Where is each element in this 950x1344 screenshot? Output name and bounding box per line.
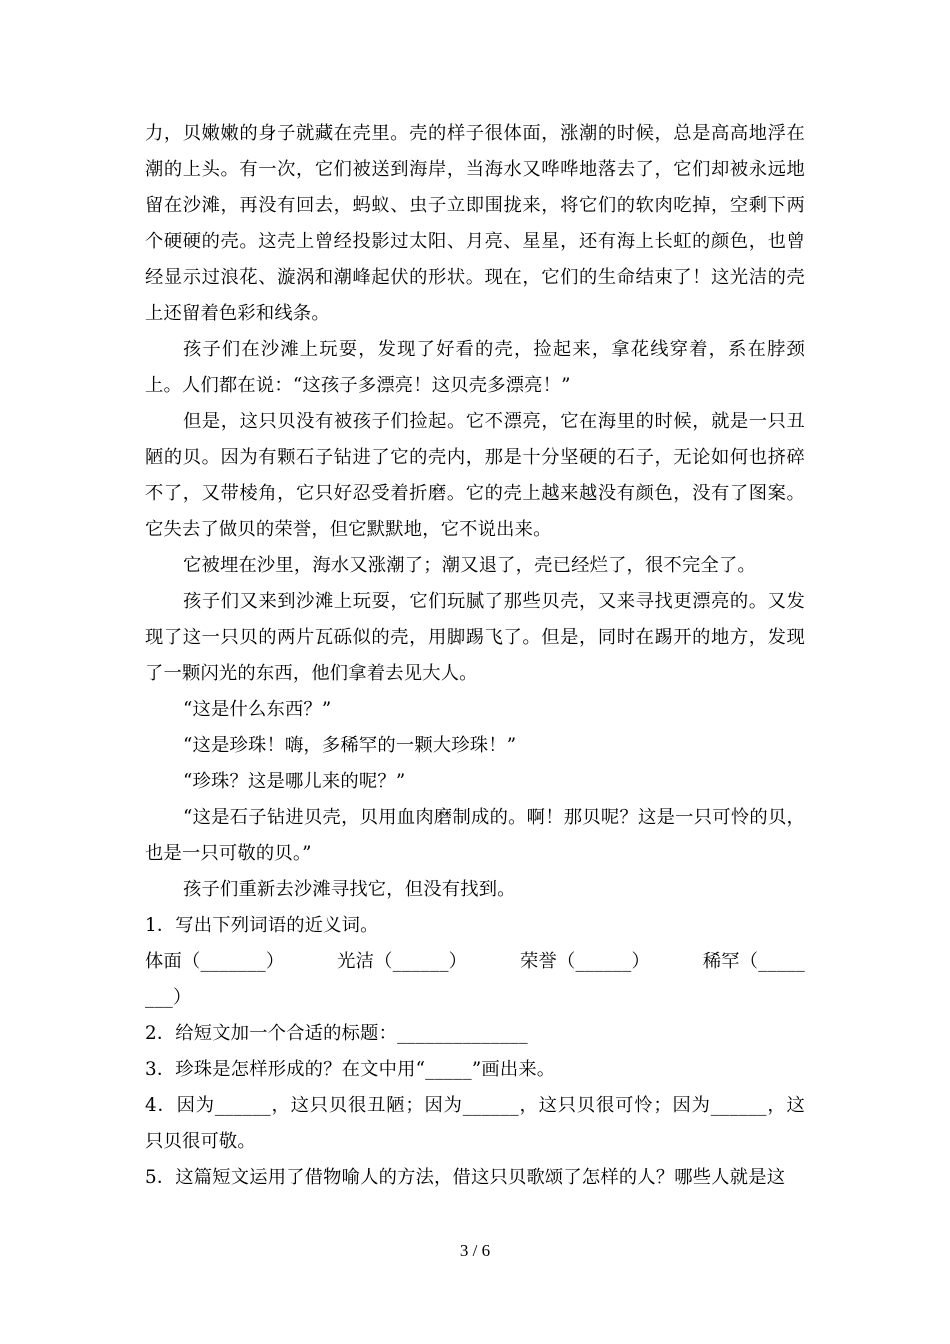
question-1-words xyxy=(145,944,805,980)
passage-paragraph-5: 孩子们又来到沙滩上玩耍，它们玩腻了那些贝壳，又来寻找更漂亮的。又发现了这一只贝的两片瓦砾似的壳，用脚踢飞了。但是，同时在踢开的地方，发现了一颗闪光的东西，他们拿着去见大人。 xyxy=(145,591,805,684)
question-2: 2．给短文加一个合适的标题：______________ xyxy=(145,1023,528,1044)
dialogue-line-1: “这是什么东西？” xyxy=(183,699,332,720)
page-number: 3 / 6 xyxy=(459,1241,491,1260)
passage-paragraph-4: 它被埋在沙里，海水又涨潮了；潮又退了，壳已经烂了，很不完全了。 xyxy=(183,555,756,576)
question-5: 5．这篇短文运用了借物喻人的方法，借这只贝歌颂了怎样的人？哪些人就是这 xyxy=(145,1167,786,1188)
passage-paragraph-2: 孩子们在沙滩上玩耍，发现了好看的壳，捡起来，拿花线穿着，系在脖颈上。人们都在说：“这孩子多漂亮！这贝壳多漂亮！” xyxy=(145,339,805,396)
passage-paragraph-3: 但是，这只贝没有被孩子们捡起。它不漂亮，它在海里的时候，就是一只丑陋的贝。因为有颗石子钻进了它的壳内，那是十分坚硬的石子，无论如何也挤碎不了，又带棱角，它只好忍受着折磨。它的壳上越来越没有颜色，没有了图案。它失去了做贝的荣誉，但它默默地，它不说出来。 xyxy=(145,411,805,540)
question-1-word-3: 荣誉（______） xyxy=(520,951,650,972)
passage-paragraph-1: 力，贝嫩嫩的身子就藏在壳里。壳的样子很体面，涨潮的时候，总是高高地浮在潮的上头。有一次，它们被送到海岸，当海水又哗哗地落去了，它们却被永远地留在沙滩，再没有回去，蚂蚁、虫子立即围拢来，将它们的软肉吃掉，空剩下两个硬硬的壳。这壳上曾经投影过太阳、月亮、星星，还有海上长虹的颜色，也曾经显示过浪花、漩涡和潮峰起伏的形状。现在，它们的生命结束了！这光洁的壳上还留着色彩和线条。 xyxy=(145,123,805,324)
question-3: 3．珍珠是怎样形成的？在文中用“_____”画出来。 xyxy=(145,1059,556,1080)
dialogue-line-3: “珍珠？这是哪儿来的呢？” xyxy=(183,771,406,792)
question-1-title: 1．写出下列词语的近义词。 xyxy=(145,915,379,936)
question-1-word-4: 稀罕（_____ xyxy=(702,951,805,972)
question-4: 4．因为______，这只贝很丑陋；因为______，这只贝很可怜；因为______，这只贝很可敬。 xyxy=(145,1095,805,1152)
question-1-word-2: 光洁（______） xyxy=(337,951,468,972)
dialogue-line-2: “这是珍珠！嗨，多稀罕的一颗大珍珠！” xyxy=(183,735,517,756)
passage-paragraph-6: 孩子们重新去沙滩寻找它，但没有找到。 xyxy=(183,879,516,900)
dialogue-line-4: “这是石子钻进贝壳，贝用血肉磨制成的。啊！那贝呢？这是一只可怜的贝，也是一只可敬的贝。” xyxy=(145,807,805,864)
question-1-word-4-continued: ___） xyxy=(145,987,192,1008)
document-body xyxy=(145,116,805,1196)
question-1-word-1: 体面（_______） xyxy=(145,951,285,972)
